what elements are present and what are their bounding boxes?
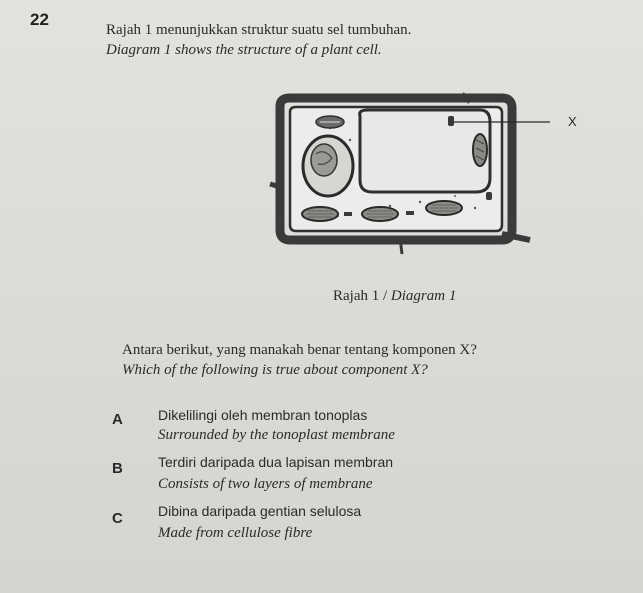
option-c-letter[interactable]: C	[112, 510, 123, 527]
organelle-top	[448, 116, 454, 126]
plant-cell-diagram	[240, 88, 600, 258]
nucleus	[303, 136, 353, 196]
label-x: X	[568, 114, 577, 129]
option-b-text-english[interactable]: Consists of two layers of membrane	[158, 476, 373, 492]
intro-text-malay: Rajah 1 menunjukkan struktur suatu sel tumbuhan.	[106, 22, 412, 38]
caption-english: Diagram 1	[390, 288, 457, 304]
option-b-letter[interactable]: B	[112, 460, 123, 477]
question-prompt-english: Which of the following is true about component X?	[122, 362, 428, 378]
intro-text-english: Diagram 1 shows the structure of a plant cell.	[106, 42, 382, 58]
caption-malay: Rajah 1 /	[333, 288, 388, 304]
organelle-right	[486, 192, 492, 200]
chloroplast-right	[473, 134, 487, 166]
mitochondrion-top-left	[316, 116, 344, 128]
option-b-text-malay[interactable]: Terdiri daripada dua lapisan membran	[158, 454, 394, 470]
diagram-caption	[333, 288, 456, 305]
option-c-text-english[interactable]: Made from cellulose fibre	[158, 525, 313, 541]
question-number: 22	[30, 10, 49, 29]
option-a-text-malay[interactable]: Dikelilingi oleh membran tonoplas	[158, 407, 368, 423]
question-prompt-malay: Antara berikut, yang manakah benar tentang komponen X?	[122, 342, 477, 358]
option-a-text-english[interactable]: Surrounded by the tonoplast membrane	[158, 427, 395, 443]
option-a-letter[interactable]: A	[112, 411, 123, 428]
option-c-text-malay[interactable]: Dibina daripada gentian selulosa	[158, 503, 362, 519]
cell-wall-extension-bottom	[400, 238, 402, 254]
